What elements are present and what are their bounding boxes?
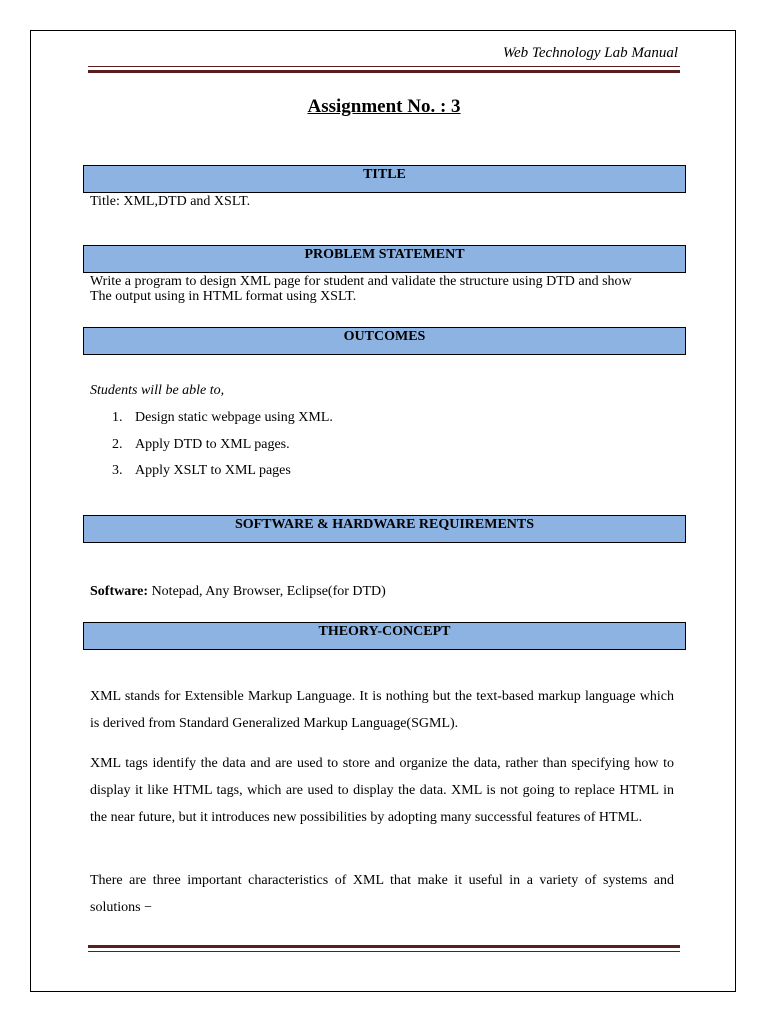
problem-line-1: Write a program to design XML page for student and validate the structure using DTD and show bbox=[90, 274, 632, 289]
footer-rule-thick bbox=[88, 945, 680, 948]
software-value: Notepad, Any Browser, Eclipse(for DTD) bbox=[148, 584, 386, 599]
theory-paragraph-2: XML tags identify the data and are used to store and organize the data, rather than specifying how to display it like HTML tags, which are used to display the data. XML is not going to replace HTML in the near future, but it introduces new possibilities by adopting many successful features of HTML. bbox=[90, 756, 674, 825]
list-item bbox=[112, 410, 333, 426]
outcomes-intro: Students will be able to, bbox=[90, 383, 225, 398]
section-outcomes-bar: OUTCOMES bbox=[83, 327, 686, 355]
list-item bbox=[112, 437, 290, 453]
footer-rule-thin bbox=[88, 951, 680, 952]
title-text: Title: XML,DTD and XSLT. bbox=[90, 194, 251, 209]
assignment-title: Assignment No. : 3 bbox=[307, 96, 461, 117]
section-title-bar: TITLE bbox=[83, 165, 686, 193]
list-text: Apply DTD to XML pages. bbox=[135, 437, 290, 452]
list-number: 2. bbox=[112, 437, 123, 452]
theory-paragraph-3: There are three important characteristics of XML that make it useful in a variety of systems and solutions − bbox=[90, 873, 674, 915]
list-text: Apply XSLT to XML pages bbox=[135, 463, 291, 478]
list-text: Design static webpage using XML. bbox=[135, 410, 333, 425]
manual-header: Web Technology Lab Manual bbox=[502, 45, 678, 61]
header-rule-thick bbox=[88, 70, 680, 73]
list-number: 1. bbox=[112, 410, 123, 425]
theory-paragraph-1: XML stands for Extensible Markup Language. It is nothing but the text-based markup language which is derived from Standard Generalized Markup Language(SGML). bbox=[90, 689, 674, 731]
section-requirements-bar: SOFTWARE & HARDWARE REQUIREMENTS bbox=[83, 515, 686, 543]
list-number: 3. bbox=[112, 463, 123, 478]
header-rule-thin bbox=[88, 66, 680, 67]
software-line bbox=[90, 584, 386, 600]
section-theory-bar: THEORY-CONCEPT bbox=[83, 622, 686, 650]
section-problem-bar: PROBLEM STATEMENT bbox=[83, 245, 686, 273]
software-label: Software: bbox=[90, 584, 149, 599]
list-item bbox=[112, 463, 291, 479]
problem-line-2: The output using in HTML format using XSLT. bbox=[90, 289, 357, 304]
